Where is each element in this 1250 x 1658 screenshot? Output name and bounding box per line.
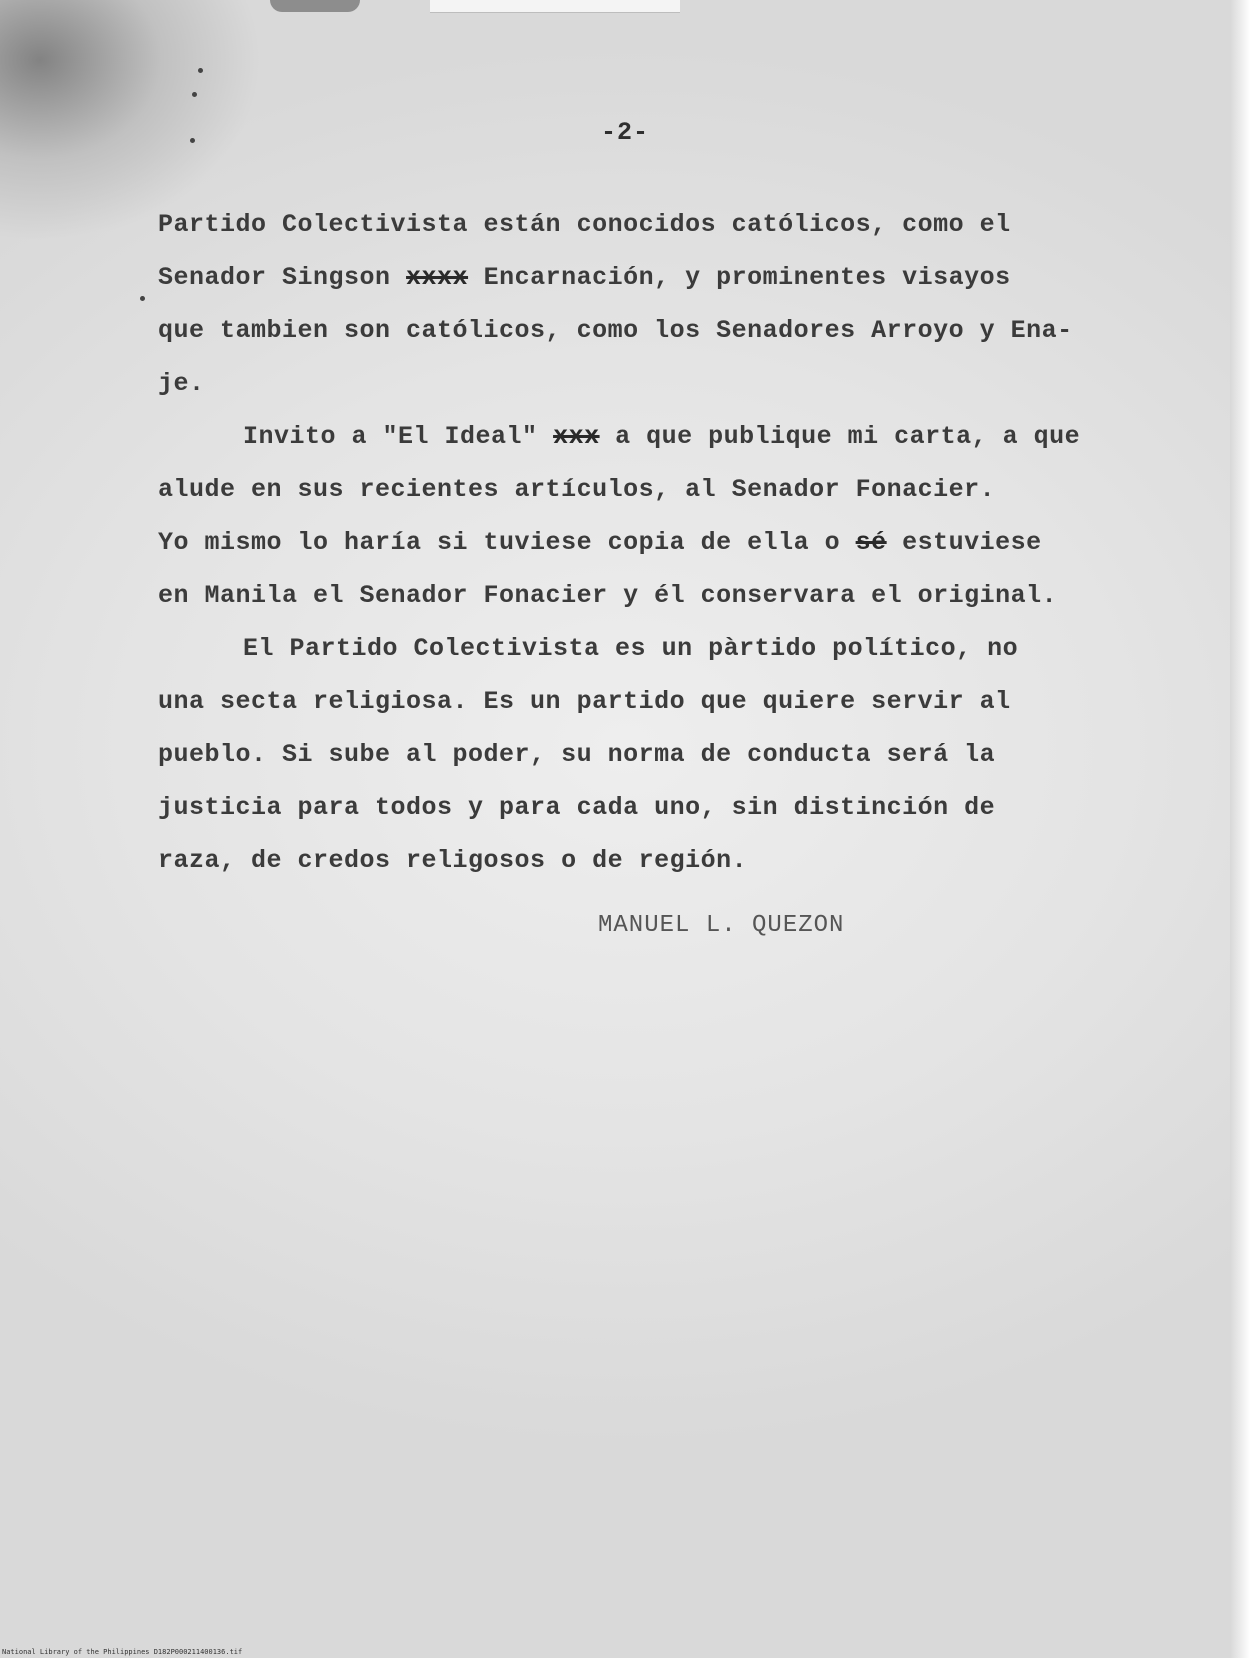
text-run: que tambien son católicos, como los Senadores Arroyo y Ena-: [158, 316, 1073, 345]
signature: MANUEL L. QUEZON: [598, 912, 845, 939]
text-line: [158, 516, 1148, 569]
text-run: estuviese: [886, 528, 1042, 557]
text-line: [158, 410, 1148, 463]
text-run: a que publique mi carta, a que: [599, 422, 1081, 451]
text-run: Senador Singson: [158, 263, 407, 292]
text-line: [158, 834, 1148, 887]
text-run: en Manila el Senador Fonacier y él conservara el original.: [158, 581, 1058, 610]
text-run: Partido Colectivista están conocidos católicos, como el: [158, 210, 1011, 239]
text-line: [158, 728, 1148, 781]
text-line: [158, 463, 1148, 516]
text-run: Invito a "El Ideal": [243, 422, 554, 451]
ink-stain: [270, 0, 360, 12]
text-line: [158, 781, 1148, 834]
text-line: [158, 569, 1148, 622]
text-run: je.: [158, 369, 205, 398]
text-line: [158, 357, 1148, 410]
struck-text: sé: [855, 528, 887, 557]
text-line: [158, 198, 1148, 251]
paper-tab: [430, 0, 680, 13]
ink-speck: [198, 68, 203, 73]
text-run: justicia para todos y para cada uno, sin distinción de: [158, 793, 996, 822]
text-line: [158, 304, 1148, 357]
page-number: -2-: [600, 118, 649, 147]
text-run: una secta religiosa. Es un partido que quiere servir al: [158, 687, 1011, 716]
struck-text: xxx: [553, 422, 600, 451]
text-run: raza, de credos religosos o de región.: [158, 846, 748, 875]
text-run: alude en sus recientes artículos, al Senador Fonacier.: [158, 475, 996, 504]
text-run: pueblo. Si sube al poder, su norma de conducta será la: [158, 740, 996, 769]
archive-footer: National Library of the Philippines D182P000211400136.tif: [2, 1648, 243, 1656]
text-run: El Partido Colectivista es un pàrtido político, no: [243, 634, 1019, 663]
text-line: [158, 622, 1148, 675]
text-run: Encarnación, y prominentes visayos: [468, 263, 1011, 292]
text-run: Yo mismo lo haría si tuviese copia de ella o: [158, 528, 856, 557]
page-edge: [1230, 0, 1250, 1658]
struck-text: xxxx: [406, 263, 469, 292]
text-line: [158, 675, 1148, 728]
ink-speck: [140, 296, 145, 301]
letter-body: [158, 198, 1148, 887]
text-line: [158, 251, 1148, 304]
ink-speck: [192, 92, 197, 97]
